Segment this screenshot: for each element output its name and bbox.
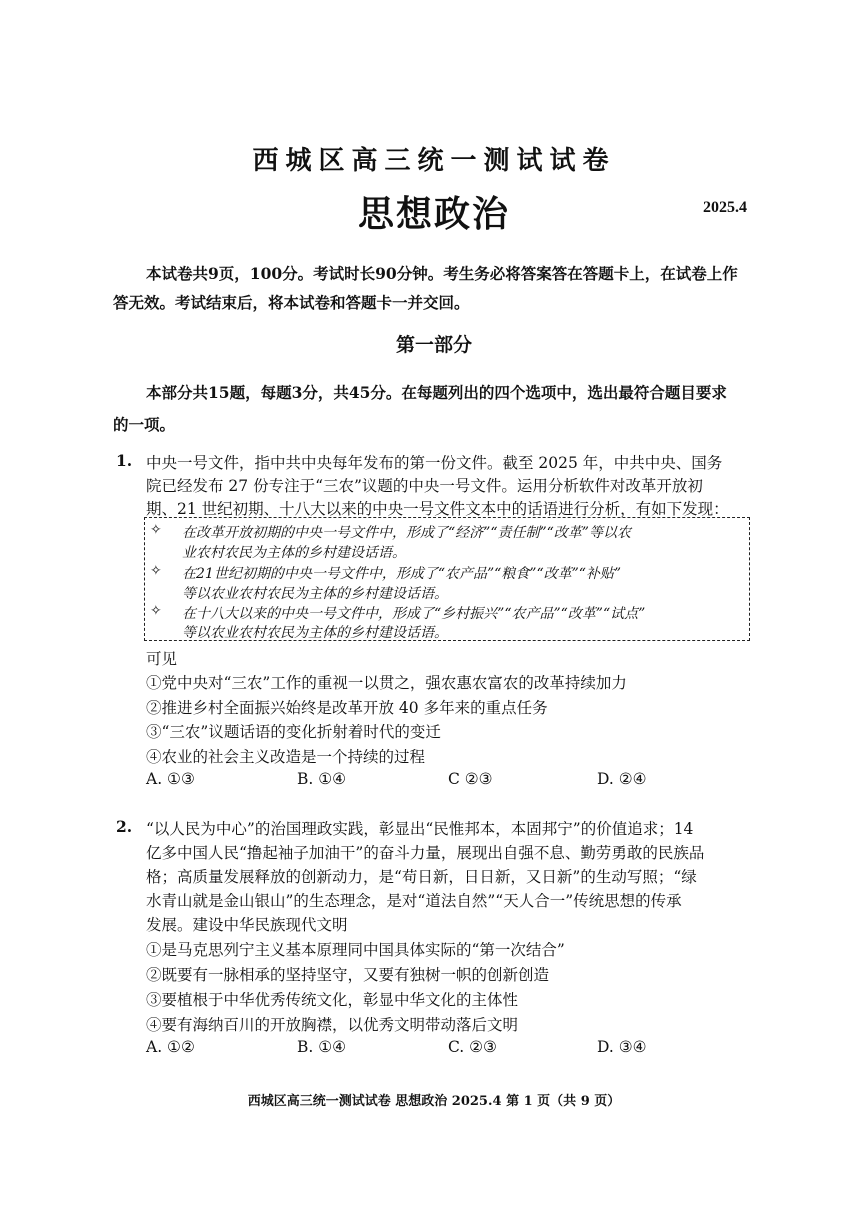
- q2-stem-line-5: 发展。建设中华民族现代文明: [146, 916, 348, 934]
- finding-2-line-2: 等以农业农村农民为主体的乡村建设话语。: [182, 586, 448, 602]
- page-footer: 西城区高三统一测试试卷 思想政治 2025.4 第 1 页（共 9 页）: [247, 1094, 621, 1109]
- q1-statement-1: ①党中央对“三农”工作的重视一以贯之，强农惠农富农的改革持续加力: [146, 674, 627, 692]
- q2-option-b: B. ①④: [297, 1038, 347, 1056]
- q1-number: 1.: [116, 451, 133, 470]
- q2-option-c: C. ②③: [448, 1038, 497, 1056]
- bullet-icon: ✧: [150, 563, 162, 579]
- q2-option-d: D. ③④: [597, 1038, 647, 1056]
- q2-stem-line-3: 格；高质量发展释放的创新动力，是“苟日新，日日新，又日新”的生动写照；“绿: [146, 868, 697, 886]
- subject-title: 思想政治: [357, 193, 510, 235]
- q1-stem-line-2: 院已经发布 27 份专注于“三农”议题的中央一号文件。运用分析软件对改革开放初: [146, 477, 703, 495]
- q2-number: 2.: [116, 817, 133, 836]
- q2-stem-line-1: “以人民为中心”的治国理政实践，彰显出“民惟邦本，本固邦宁”的价值追求；14: [146, 820, 694, 838]
- finding-1-line-2: 业农村农民为主体的乡村建设话语。: [182, 545, 406, 561]
- section-title: 第一部分: [395, 334, 472, 356]
- q1-statement-3: ③“三农”议题话语的变化折射着时代的变迁: [146, 723, 441, 741]
- q1-stem-line-1: 中央一号文件，指中共中央每年发布的第一份文件。截至 2025 年，中共中央、国务: [146, 454, 723, 472]
- exam-date: 2025.4: [703, 199, 747, 216]
- q2-statement-2: ②既要有一脉相承的坚持坚守，又要有独树一帜的创新创造: [146, 966, 550, 984]
- instructions-line-2: 答无效。考试结束后，将本试卷和答题卡一并交回。: [113, 293, 470, 312]
- q2-statement-4: ④要有海纳百川的开放胸襟，以优秀文明带动落后文明: [146, 1016, 519, 1034]
- q1-statement-4: ④农业的社会主义改造是一个持续的过程: [146, 748, 426, 766]
- finding-2-line-1: 在21世纪初期的中央一号文件中，形成了“农产品”“粮食”“改革”“补贴”: [182, 566, 622, 582]
- q2-stem-line-4: 水青山就是金山银山”的生态理念，是对“道法自然”“天人合一”传统思想的传承: [146, 892, 682, 910]
- q1-option-c: C ②③: [448, 770, 493, 788]
- q1-stem-line-3: 期、21 世纪初期、十八大以来的中央一号文件文本中的话语进行分析，有如下发现：: [146, 500, 729, 518]
- q2-stem-line-2: 亿多中国人民“撸起袖子加油干”的奋斗力量，展现出自强不息、勤劳勇敢的民族品: [146, 844, 705, 862]
- bullet-icon: ✧: [150, 603, 162, 619]
- section-desc-line-1: 本部分共15题，每题3分，共45分。在每题列出的四个选项中，选出最符合题目要求: [146, 383, 727, 402]
- q1-lead: 可见: [146, 650, 178, 668]
- q2-statement-1: ①是马克思列宁主义基本原理同中国具体实际的“第一次结合”: [146, 941, 565, 959]
- q2-option-a: A. ①②: [146, 1038, 195, 1056]
- q1-option-a: A. ①③: [146, 770, 195, 788]
- q1-option-d: D. ②④: [597, 770, 647, 788]
- finding-3-line-1: 在十八大以来的中央一号文件中，形成了“乡村振兴”“农产品”“改革”“试点”: [182, 606, 646, 622]
- bullet-icon: ✧: [150, 522, 162, 538]
- finding-3-line-2: 等以农业农村农民为主体的乡村建设话语。: [182, 625, 448, 641]
- section-desc-line-2: 的一项。: [113, 415, 176, 434]
- finding-1-line-1: 在改革开放初期的中央一号文件中，形成了“经济”“责任制”“改革”等以农: [182, 525, 631, 541]
- q1-statement-2: ②推进乡村全面振兴始终是改革开放 40 多年来的重点任务: [146, 699, 548, 717]
- instructions-line-1: 本试卷共9页，100分。考试时长90分钟。考生务必将答案答在答题卡上，在试卷上作: [146, 264, 738, 283]
- exam-title: 西城区高三统一测试试卷: [252, 146, 616, 176]
- q2-statement-3: ③要植根于中华优秀传统文化，彰显中华文化的主体性: [146, 991, 519, 1009]
- q1-option-b: B. ①④: [297, 770, 347, 788]
